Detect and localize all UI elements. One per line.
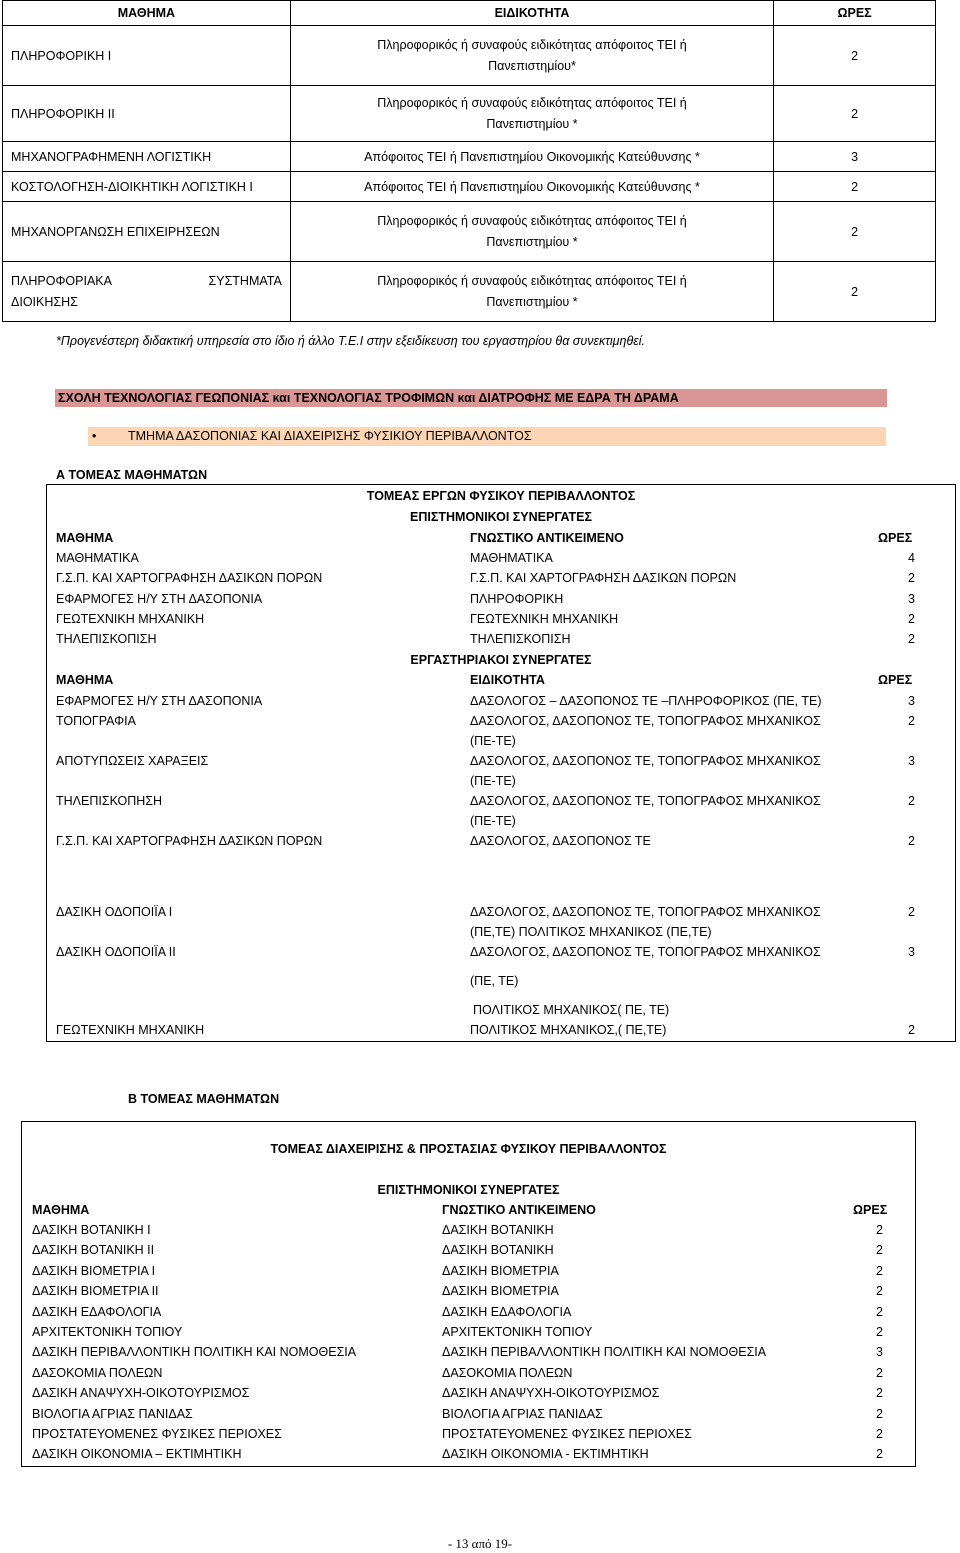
table-cell-field: ΔΑΣΙΚΗ ΑΝΑΨΥΧΗ-ΟΙΚΟΤΟΥΡΙΣΜΟΣ <box>442 1386 660 1400</box>
table-cell-hours: 2 <box>876 1223 883 1237</box>
table-cell-subject: ΔΑΣΙΚΗ ΒΙΟΜΕΤΡΙΑ ΙΙ <box>32 1284 159 1298</box>
section-b-title: ΤΟΜΕΑΣ ΔΙΑΧΕΙΡΙΣΗΣ & ΠΡΟΣΤΑΣΙΑΣ ΦΥΣΙΚΟΥ ΠΕΡΙΒΑΛΛΟΝΤΟΣ <box>270 1142 667 1156</box>
table-cell-field: ΔΑΣΙΚΗ ΒΙΟΜΕΤΡΙΑ <box>442 1264 559 1278</box>
top-table <box>2 0 936 322</box>
table-cell-subject: ΔΑΣΙΚΗ ΑΝΑΨΥΧΗ-ΟΙΚΟΤΟΥΡΙΣΜΟΣ <box>32 1386 250 1400</box>
header-hours: ΩΡΕΣ <box>774 1 936 26</box>
table-cell-hours: 2 <box>876 1447 883 1461</box>
table-cell-field: ΔΑΣΙΚΗ ΒΟΤΑΝΙΚΗ <box>442 1223 554 1237</box>
section-a-label: Α ΤΟΜΕΑΣ ΜΑΘΗΜΑΤΩΝ <box>56 468 208 482</box>
table-cell-hours: 2 <box>876 1305 883 1319</box>
table-cell-hours: 2 <box>876 1243 883 1257</box>
department-banner: • ΤΜΗΜΑ ΔΑΣΟΠΟΝΙΑΣ ΚΑΙ ΔΙΑΧΕΙΡΙΣΗΣ ΦΥΣΙΚΙΟΥ ΠΕΡΙΒΑΛΛΟΝΤΟΣ <box>88 427 886 446</box>
table-row: ΚΟΣΤΟΛΟΓΗΣΗ-ΔΙΟΙΚΗΤΙΚΗ ΛΟΓΙΣΤΙΚΗ Ι Απόφοιτος ΤΕΙ ή Πανεπιστημίου Οικονομικής Κατεύθυνσης * 2 <box>3 172 936 202</box>
table-row: ΠΛΗΡΟΦΟΡΙΚΗ ΙΙ Πληροφορικός ή συναφούς ειδικότητας απόφοιτος ΤΕΙ ή Πανεπιστημίου * 2 <box>3 86 936 142</box>
table-cell-hours: 2 <box>876 1325 883 1339</box>
table-cell-field: ΔΑΣΟΚΟΜΙΑ ΠΟΛΕΩΝ <box>442 1366 573 1380</box>
table-cell-hours: 2 <box>876 1386 883 1400</box>
table-cell-field: ΒΙΟΛΟΓΙΑ ΑΓΡΙΑΣ ΠΑΝΙΔΑΣ <box>442 1407 603 1421</box>
table-cell-subject: ΔΑΣΙΚΗ ΕΔΑΦΟΛΟΓΙΑ <box>32 1305 162 1319</box>
table-cell-hours: 2 <box>876 1366 883 1380</box>
page-number: - 13 από 19- <box>447 1536 513 1551</box>
table-cell-subject: ΔΑΣΙΚΗ ΒΟΤΑΝΙΚΗ Ι <box>32 1223 151 1237</box>
table-cell-subject: ΔΑΣΙΚΗ ΟΙΚΟΝΟΜΙΑ – ΕΚΤΙΜΗΤΙΚΗ <box>32 1447 242 1461</box>
table-cell-hours: 2 <box>876 1264 883 1278</box>
table-cell-subject: ΔΑΣΟΚΟΜΙΑ ΠΟΛΕΩΝ <box>32 1366 163 1380</box>
table-cell-subject: ΔΑΣΙΚΗ ΒΙΟΜΕΤΡΙΑ Ι <box>32 1264 156 1278</box>
school-banner: ΣΧΟΛΗ ΤΕΧΝΟΛΟΓΙΑΣ ΓΕΩΠΟΝΙΑΣ και ΤΕΧΝΟΛΟΓΙΑΣ ΤΡΟΦΙΜΩΝ και ΔΙΑΤΡΟΦΗΣ ΜΕ ΕΔΡΑ ΤΗ ΔΡΑΜΑ <box>55 389 887 407</box>
table-cell-field: ΠΡΟΣΤΑΤΕΥΟΜΕΝΕΣ ΦΥΣΙΚΕΣ ΠΕΡΙΟΧΕΣ <box>442 1427 692 1441</box>
table-row: ΠΛΗΡΟΦΟΡΙΑΚΑ ΣΥΣΤΗΜΑΤΑ ΔΙΟΙΚΗΣΗΣ Πληροφορικός ή συναφούς ειδικότητας απόφοιτος ΤΕΙ ή Πανεπιστημίου * 2 <box>3 262 936 322</box>
bullet-icon: • <box>92 429 97 443</box>
table-cell-subject: ΒΙΟΛΟΓΙΑ ΑΓΡΙΑΣ ΠΑΝΙΔΑΣ <box>32 1407 193 1421</box>
section-a-lab-title: ΕΡΓΑΣΤΗΡΙΑΚΟΙ ΣΥΝΕΡΓΑΤΕΣ <box>410 653 592 667</box>
table-cell-field: ΔΑΣΙΚΗ ΠΕΡΙΒΑΛΛΟΝΤΙΚΗ ΠΟΛΙΤΙΚΗ ΚΑΙ ΝΟΜΟΘΕΣΙΑ <box>442 1345 767 1359</box>
table-cell-hours: 2 <box>876 1284 883 1298</box>
table-cell-field: ΔΑΣΙΚΗ ΒΟΤΑΝΙΚΗ <box>442 1243 554 1257</box>
section-a-sci-title: ΕΠΙΣΤΗΜΟΝΙΚΟΙ ΣΥΝΕΡΓΑΤΕΣ <box>410 510 592 524</box>
header-spec: ΕΙΔΙΚΟΤΗΤΑ <box>290 1 773 26</box>
table-cell-subject: ΠΡΟΣΤΑΤΕΥΟΜΕΝΕΣ ΦΥΣΙΚΕΣ ΠΕΡΙΟΧΕΣ <box>32 1427 282 1441</box>
section-b-sci-title: ΕΠΙΣΤΗΜΟΝΙΚΟΙ ΣΥΝΕΡΓΑΤΕΣ <box>377 1183 560 1197</box>
section-b-label: Β ΤΟΜΕΑΣ ΜΑΘΗΜΑΤΩΝ <box>128 1092 280 1106</box>
table-row: ΠΛΗΡΟΦΟΡΙΚΗ Ι Πληροφορικός ή συναφούς ειδικότητας απόφοιτος ΤΕΙ ή Πανεπιστημίου* 2 <box>3 26 936 86</box>
table-row: ΜΗΧΑΝΟΓΡΑΦΗΜΕΝΗ ΛΟΓΙΣΤΙΚΗ Απόφοιτος ΤΕΙ ή Πανεπιστημίου Οικονομικής Κατεύθυνσης * 3 <box>3 142 936 172</box>
table-row: ΜΗΧΑΝΟΡΓΑΝΩΣΗ ΕΠΙΧΕΙΡΗΣΕΩΝ Πληροφορικός ή συναφούς ειδικότητας απόφοιτος ΤΕΙ ή Πανεπιστημίου * 2 <box>3 202 936 262</box>
header-subject: ΜΑΘΗΜΑ <box>3 1 291 26</box>
table-cell-hours: 2 <box>876 1407 883 1421</box>
table-cell-field: ΑΡΧΙΤΕΚΤΟΝΙΚΗ ΤΟΠΙΟΥ <box>442 1325 593 1339</box>
table-cell-field: ΔΑΣΙΚΗ ΒΙΟΜΕΤΡΙΑ <box>442 1284 559 1298</box>
table-cell-subject: ΔΑΣΙΚΗ ΒΟΤΑΝΙΚΗ ΙΙ <box>32 1243 155 1257</box>
table-cell-field: ΔΑΣΙΚΗ ΟΙΚΟΝΟΜΙΑ - ΕΚΤΙΜΗΤΙΚΗ <box>442 1447 649 1461</box>
table-cell-field: ΔΑΣΙΚΗ ΕΔΑΦΟΛΟΓΙΑ <box>442 1305 572 1319</box>
footnote: *Προγενέστερη διδακτική υπηρεσία στο ίδιο ή άλλο Τ.Ε.Ι στην εξειδίκευση του εργαστηρίου θα συνεκτιμηθεί. <box>56 334 645 348</box>
section-a-title: ΤΟΜΕΑΣ ΕΡΓΩΝ ΦΥΣΙΚΟΥ ΠΕΡΙΒΑΛΛΟΝΤΟΣ <box>366 489 636 503</box>
table-cell-subject: ΑΡΧΙΤΕΚΤΟΝΙΚΗ ΤΟΠΙΟΥ <box>32 1325 183 1339</box>
table-cell-hours: 2 <box>876 1427 883 1441</box>
table-cell-hours: 3 <box>876 1345 883 1359</box>
table-cell-subject: ΔΑΣΙΚΗ ΠΕΡΙΒΑΛΛΟΝΤΙΚΗ ΠΟΛΙΤΙΚΗ ΚΑΙ ΝΟΜΟΘΕΣΙΑ <box>32 1345 357 1359</box>
